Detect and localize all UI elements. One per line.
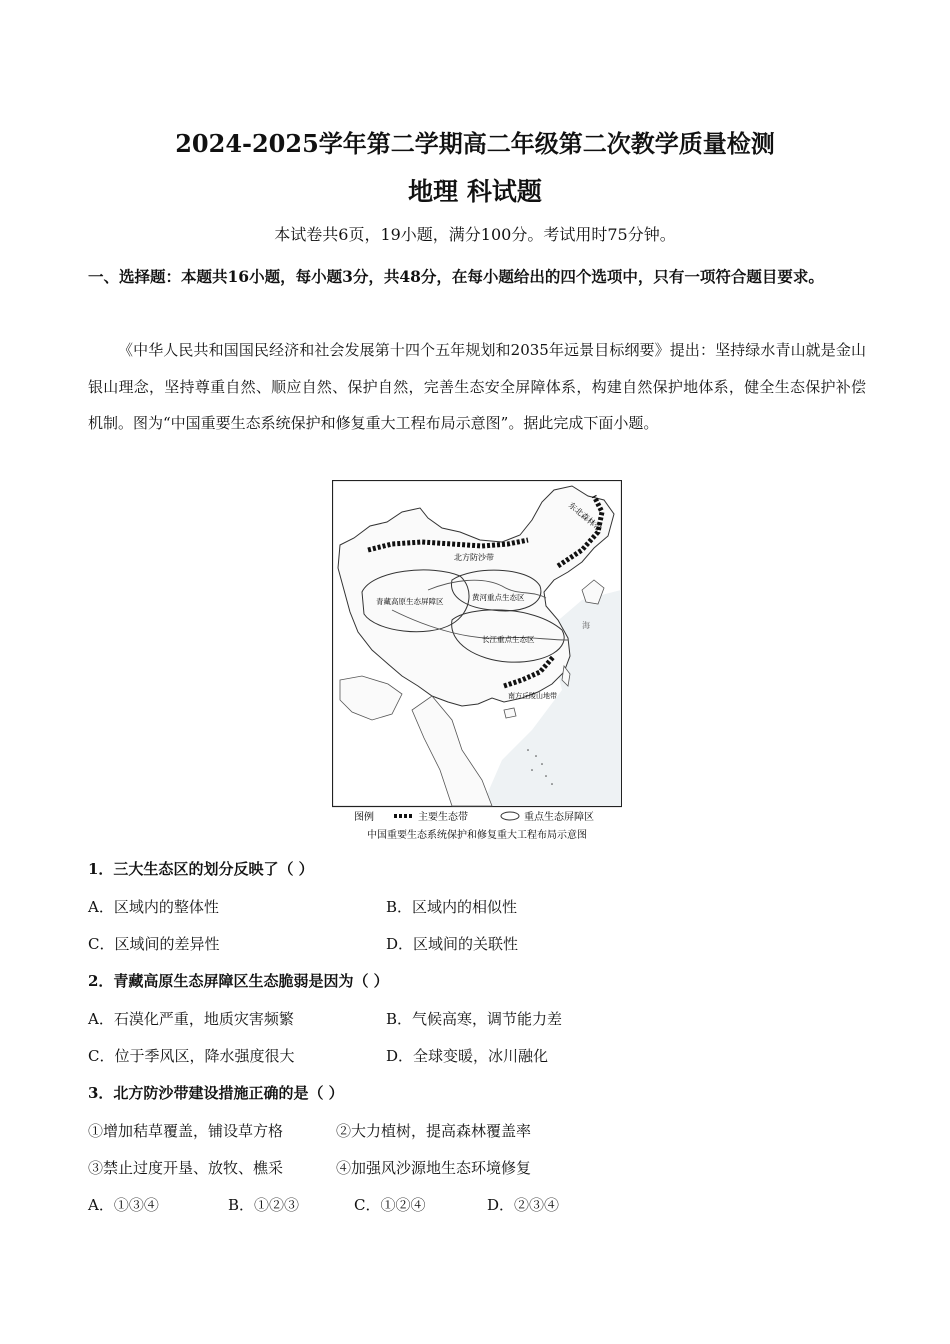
subject-title: 地理 科试题 bbox=[408, 177, 542, 206]
yangtze-zone-label: 长江重点生态区 bbox=[482, 635, 535, 644]
question-2-option-b[interactable]: B．气候高寒，调节能力差 bbox=[386, 1010, 563, 1028]
sea-label: 海 bbox=[582, 621, 590, 630]
northeast-belt-label: 东北森林带 bbox=[566, 500, 604, 534]
question-1-option-b[interactable]: B．区域内的相似性 bbox=[386, 898, 518, 916]
ecology-map-figure bbox=[332, 480, 622, 845]
south-belt-label: 南方丘陵山地带 bbox=[508, 693, 557, 700]
question-3-statement-1: ①增加秸草覆盖，铺设草方格 bbox=[88, 1122, 284, 1140]
question-3-statement-3: ③禁止过度开垦、放牧、樵采 bbox=[88, 1159, 284, 1177]
question-3-statement-4: ④加强风沙源地生态环境修复 bbox=[336, 1159, 532, 1177]
question-3-option-d[interactable]: D．②③④ bbox=[487, 1196, 560, 1214]
section-heading: 一、选择题：本题共16小题，每小题3分，共48分，在每小题给出的四个选项中，只有一项符合题目要求。 bbox=[88, 267, 824, 286]
question-3-stem: 3．北方防沙带建设措施正确的是（ ） bbox=[88, 1084, 344, 1102]
question-2-option-a[interactable]: A．石漠化严重，地质灾害频繁 bbox=[88, 1010, 294, 1028]
question-3-option-a[interactable]: A．①③④ bbox=[88, 1196, 159, 1214]
question-2-option-c[interactable]: C．位于季风区，降水强度很大 bbox=[88, 1047, 295, 1065]
question-3-option-b[interactable]: B．①②③ bbox=[228, 1196, 300, 1214]
question-1-option-a[interactable]: A．区域内的整体性 bbox=[88, 898, 219, 916]
question-2-stem: 2．青藏高原生态屏障区生态脆弱是因为（ ） bbox=[88, 972, 389, 990]
question-1-option-c[interactable]: C．区域间的差异性 bbox=[88, 935, 220, 953]
legend-prefix: 图例 bbox=[354, 812, 374, 823]
hainan-island bbox=[504, 708, 516, 718]
yellow-zone-label: 黄河重点生态区 bbox=[472, 593, 525, 602]
exam-info: 本试卷共6页，19小题，满分100分。考试用时75分钟。 bbox=[274, 225, 676, 244]
figure-caption: 中国重要生态系统保护和修复重大工程布局示意图 bbox=[367, 830, 587, 841]
tibet-zone-label: 青藏高原生态屏障区 bbox=[376, 597, 444, 606]
question-2-option-d[interactable]: D．全球变暖，冰川融化 bbox=[386, 1047, 549, 1065]
question-1-stem: 1．三大生态区的划分反映了（ ） bbox=[88, 860, 314, 878]
legend-zone-symbol bbox=[501, 812, 519, 820]
china-ecology-map bbox=[332, 480, 622, 845]
question-3-option-c[interactable]: C．①②④ bbox=[354, 1196, 426, 1214]
legend-belt-label: 主要生态带 bbox=[418, 812, 468, 823]
reading-passage: 《中华人民共和国国民经济和社会发展第十四个五年规划和2035年远景目标纲要》提出：坚持绿水青山就是金山银山理念，坚持尊重自然、顺应自然、保护自然，完善生态安全屏障体系，构建自然保护地体系，健全生态保护补偿机制。图为“中国重要生态系统保护和修复重大工程布局示意图”。据此完成下面小题。 bbox=[88, 341, 866, 432]
question-3-statement-2: ②大力植树，提高森林覆盖率 bbox=[336, 1122, 532, 1140]
north-belt-label: 北方防沙带 bbox=[454, 553, 494, 562]
exam-title: 2024-2025学年第二学期高二年级第二次教学质量检测 bbox=[175, 129, 775, 158]
legend-zone-label: 重点生态屏障区 bbox=[524, 812, 594, 823]
question-1-option-d[interactable]: D．区域间的关联性 bbox=[386, 935, 519, 953]
